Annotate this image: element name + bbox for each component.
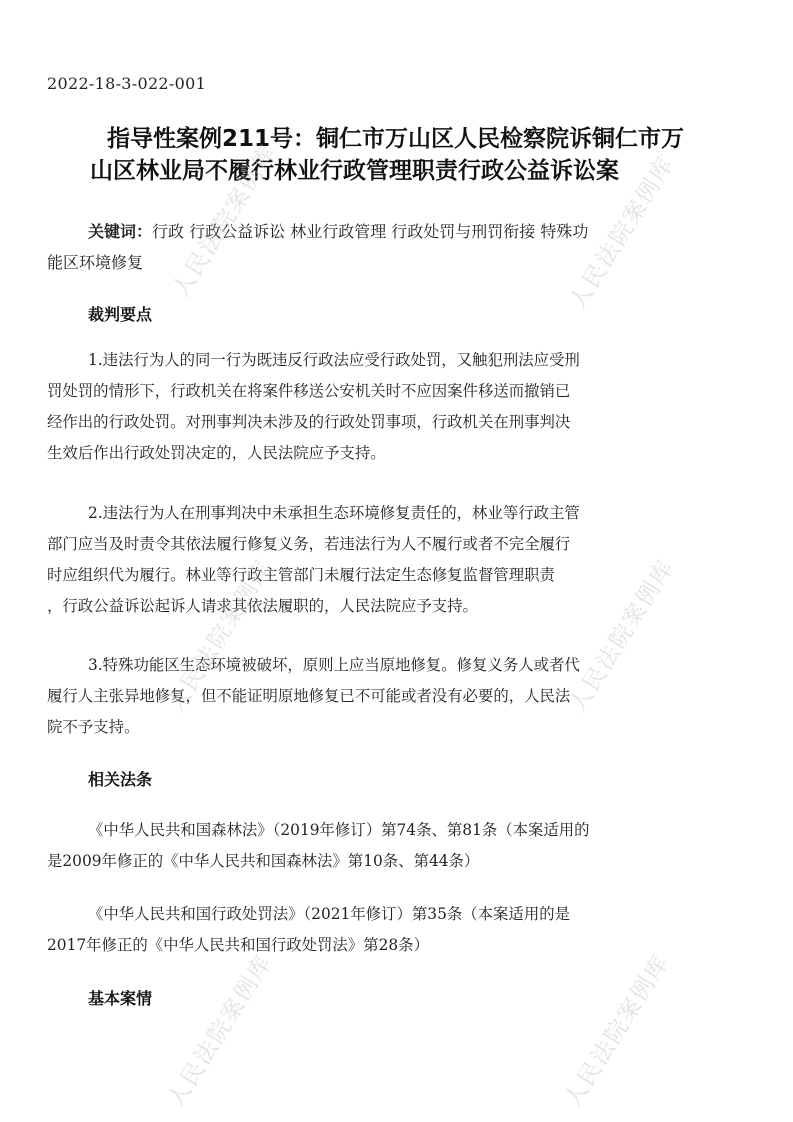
paragraph-line: 生效后作出行政处罚决定的，人民法院应予支持。 bbox=[47, 444, 386, 462]
paragraph-line: 是2009年修正的《中华人民共和国森林法》第10条、第44条） bbox=[47, 852, 480, 870]
keywords bbox=[47, 216, 747, 278]
page-title bbox=[90, 123, 750, 187]
watermark-text: 人民法院案例库 bbox=[163, 554, 278, 717]
key-point-1 bbox=[47, 345, 747, 469]
keywords-line-1 bbox=[47, 216, 747, 247]
watermark-text: 人民法院案例库 bbox=[560, 949, 675, 1112]
title-line-1: 指导性案例211号：铜仁市万山区人民检察院诉铜仁市万 bbox=[107, 126, 685, 152]
paragraph-line: 履行人主张异地修复，但不能证明原地修复已不可能或者没有必要的，人民法 bbox=[47, 687, 571, 705]
paragraph-line: 《中华人民共和国森林法》（2019年修订）第74条、第81条（本案适用的 bbox=[88, 821, 590, 839]
paragraph-line: 2017年修正的《中华人民共和国行政处罚法》第28条） bbox=[47, 936, 429, 954]
paragraph-line: 《中华人民共和国行政处罚法》（2021年修订）第35条（本案适用的是 bbox=[88, 905, 570, 923]
paragraph-line: 1.违法行为人的同一行为既违反行政法应受行政处罚，又触犯刑法应受刑 bbox=[88, 351, 580, 369]
paragraph-line: 经作出的行政处罚。对刑事判决未涉及的行政处罚事项，行政机关在刑事判决 bbox=[47, 413, 571, 431]
heading-related-laws: 相关法条 bbox=[88, 770, 153, 789]
paragraph-line: 时应组织代为履行。林业等行政主管部门未履行法定生态修复监督管理职责 bbox=[47, 566, 555, 584]
title-line-2: 山区林业局不履行林业行政管理职责行政公益诉讼案 bbox=[90, 158, 619, 184]
paragraph-line: ，行政公益诉讼起诉人请求其依法履职的，人民法院应予支持。 bbox=[47, 597, 478, 615]
keywords-text: 行政 行政公益诉讼 林业行政管理 行政处罚与刑罚衔接 特殊功 bbox=[152, 222, 589, 241]
key-point-3 bbox=[47, 650, 747, 743]
case-number: 2022-18-3-022-001 bbox=[47, 74, 207, 93]
paragraph-line: 部门应当及时责令其依法履行修复义务，若违法行为人不履行或者不完全履行 bbox=[47, 535, 571, 553]
heading-basic-facts: 基本案情 bbox=[88, 989, 153, 1008]
watermark-text: 人民法院案例库 bbox=[565, 151, 680, 314]
heading-key-points: 裁判要点 bbox=[88, 305, 153, 324]
paragraph-line: 2.违法行为人在刑事判决中未承担生态环境修复责任的，林业等行政主管 bbox=[88, 504, 580, 522]
paragraph-line: 院不予支持。 bbox=[47, 718, 140, 736]
keywords-label: 关键词： bbox=[88, 222, 153, 241]
paragraph-line: 罚处罚的情形下，行政机关在将案件移送公安机关时不应因案件移送而撤销已 bbox=[47, 382, 571, 400]
watermark-text: 人民法院案例库 bbox=[168, 139, 283, 302]
watermark-text: 人民法院案例库 bbox=[565, 554, 680, 717]
paragraph-line: 3.特殊功能区生态环境被破坏，原则上应当原地修复。修复义务人或者代 bbox=[88, 656, 580, 674]
watermark-text: 人民法院案例库 bbox=[163, 949, 278, 1112]
law-article-1 bbox=[47, 815, 747, 877]
keywords-line-2: 能区环境修复 bbox=[47, 253, 144, 272]
key-point-2 bbox=[47, 498, 747, 622]
law-article-2 bbox=[47, 899, 747, 961]
